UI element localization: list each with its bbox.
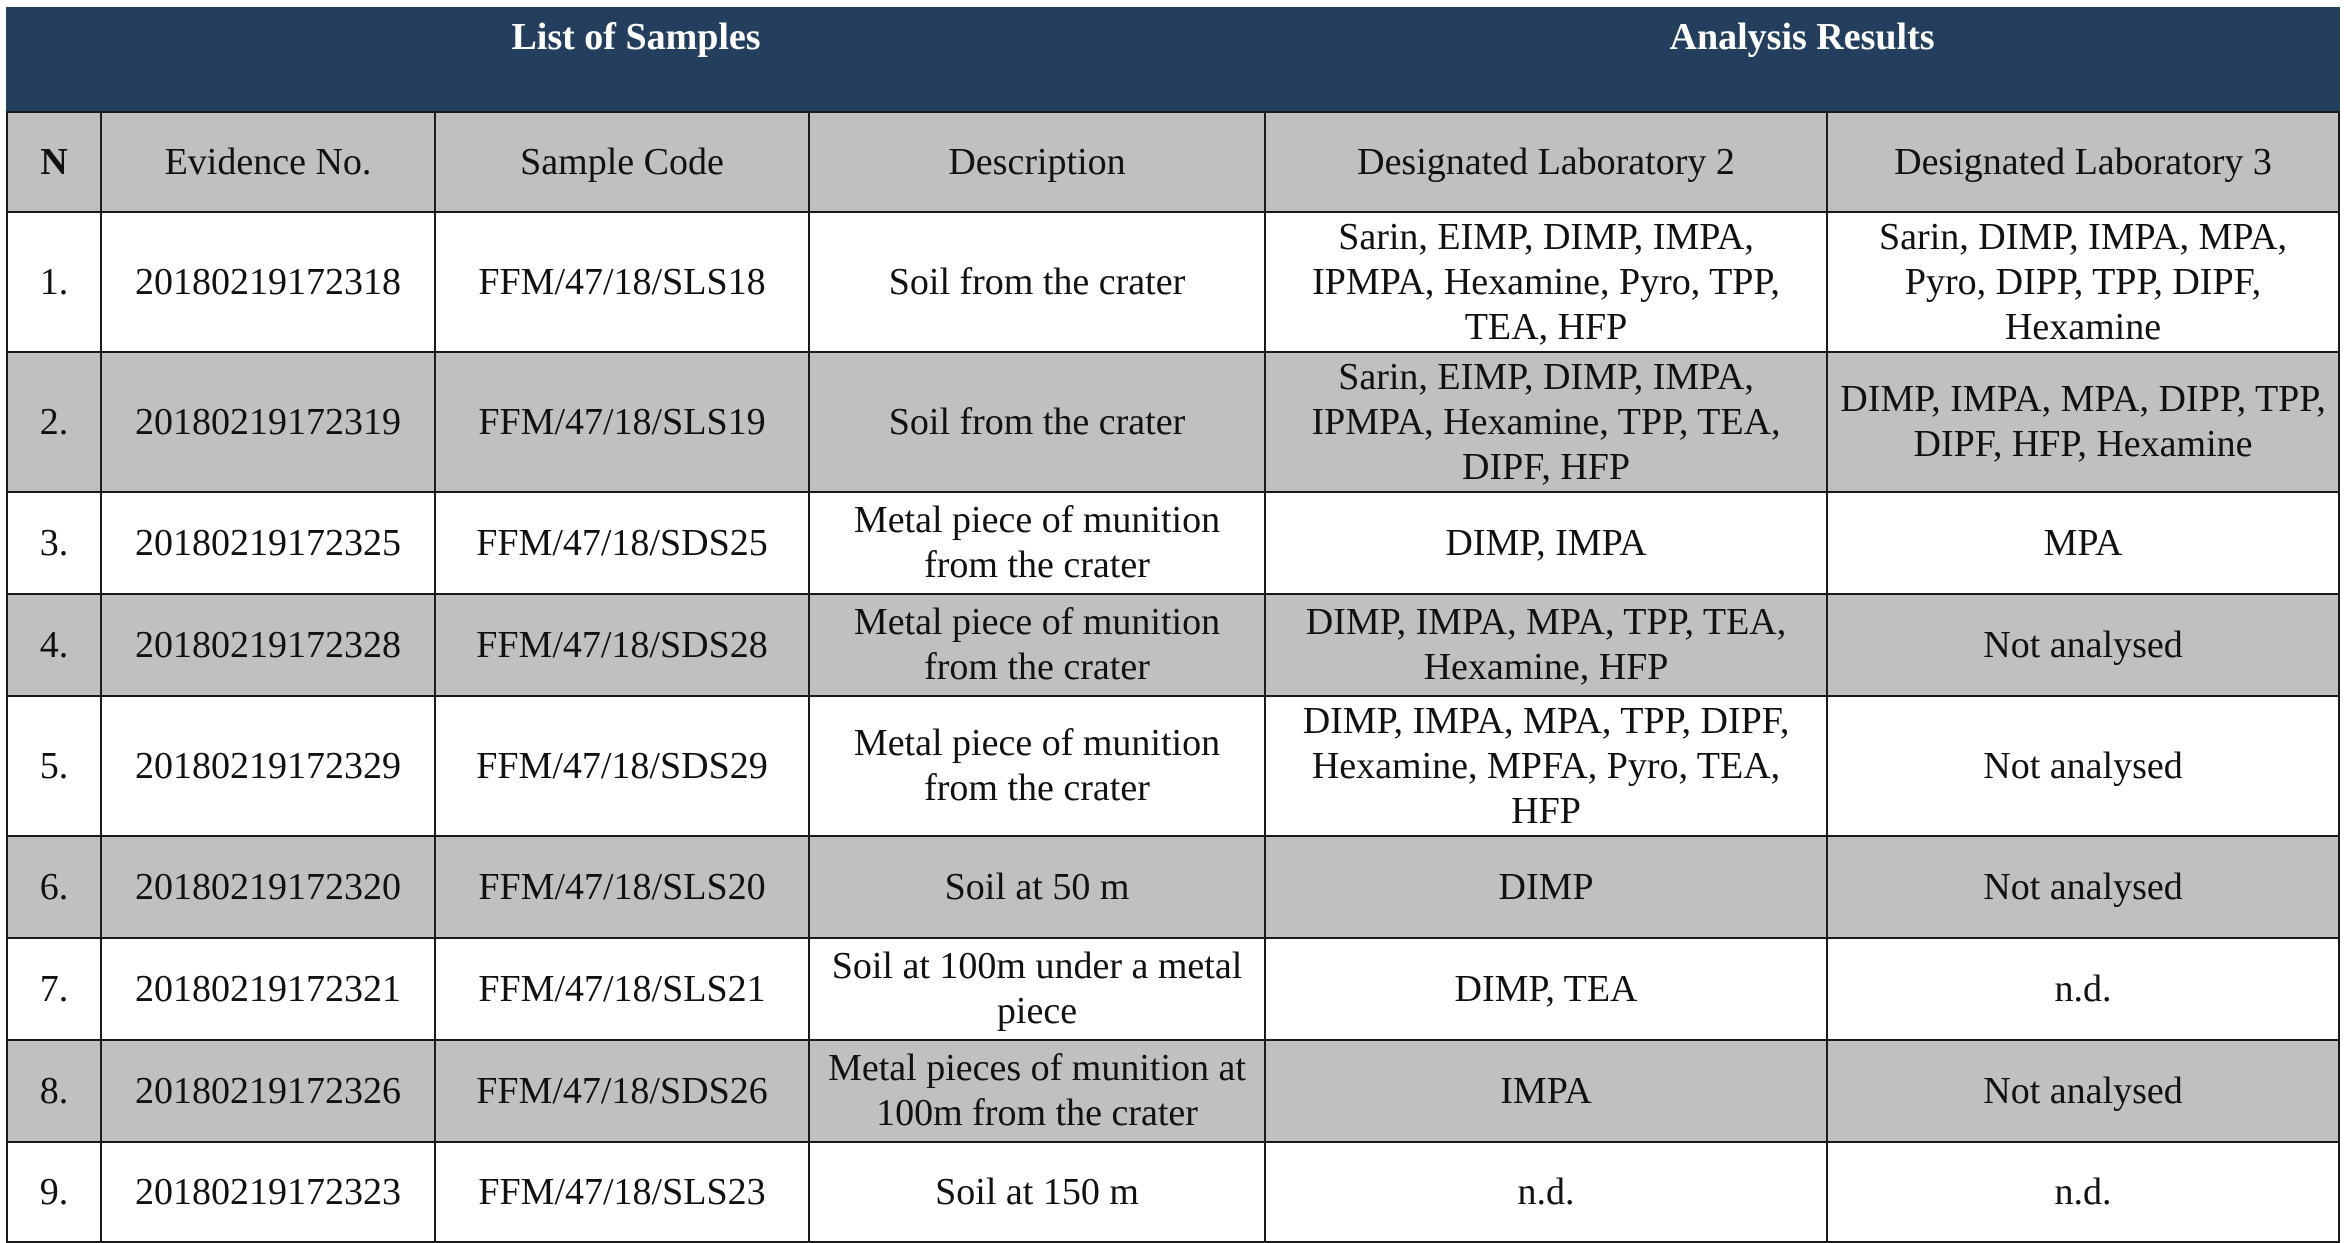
column-header-sample-code: Sample Code — [435, 112, 809, 212]
cell-sample-code: FFM/47/18/SDS28 — [435, 594, 809, 696]
cell-lab3: Not analysed — [1827, 594, 2339, 696]
cell-lab2: Sarin, EIMP, DIMP, IMPA, IPMPA, Hexamine, TPP, TEA, DIPF, HFP — [1265, 352, 1827, 492]
samples-table — [6, 7, 2340, 1243]
cell-n: 7. — [7, 938, 101, 1040]
cell-lab2: DIMP, IMPA, MPA, TPP, DIPF, Hexamine, MPFA, Pyro, TEA, HFP — [1265, 696, 1827, 836]
cell-evidence: 20180219172328 — [101, 594, 435, 696]
table-row — [7, 696, 2339, 836]
cell-sample-code: FFM/47/18/SLS21 — [435, 938, 809, 1040]
table-row — [7, 594, 2339, 696]
cell-evidence: 20180219172329 — [101, 696, 435, 836]
cell-lab3: n.d. — [1827, 938, 2339, 1040]
cell-n: 2. — [7, 352, 101, 492]
cell-lab2: DIMP, TEA — [1265, 938, 1827, 1040]
group-header-samples: List of Samples — [7, 8, 1265, 112]
table-row — [7, 352, 2339, 492]
cell-lab3: n.d. — [1827, 1142, 2339, 1242]
column-header-row — [7, 112, 2339, 212]
cell-lab2: n.d. — [1265, 1142, 1827, 1242]
cell-description: Soil at 100m under a metal piece — [809, 938, 1265, 1040]
cell-lab3: Sarin, DIMP, IMPA, MPA, Pyro, DIPP, TPP, DIPF, Hexamine — [1827, 212, 2339, 352]
cell-lab3: DIMP, IMPA, MPA, DIPP, TPP, DIPF, HFP, Hexamine — [1827, 352, 2339, 492]
cell-description: Metal piece of munition from the crater — [809, 492, 1265, 594]
cell-description: Soil from the crater — [809, 212, 1265, 352]
table-row — [7, 212, 2339, 352]
table-row — [7, 1142, 2339, 1242]
cell-sample-code: FFM/47/18/SLS23 — [435, 1142, 809, 1242]
cell-lab3: Not analysed — [1827, 696, 2339, 836]
cell-lab2: DIMP, IMPA — [1265, 492, 1827, 594]
cell-n: 4. — [7, 594, 101, 696]
cell-evidence: 20180219172320 — [101, 836, 435, 938]
cell-sample-code: FFM/47/18/SLS20 — [435, 836, 809, 938]
cell-description: Metal piece of munition from the crater — [809, 696, 1265, 836]
cell-evidence: 20180219172325 — [101, 492, 435, 594]
cell-sample-code: FFM/47/18/SDS26 — [435, 1040, 809, 1142]
cell-sample-code: FFM/47/18/SLS18 — [435, 212, 809, 352]
cell-lab3: Not analysed — [1827, 1040, 2339, 1142]
table-row — [7, 836, 2339, 938]
column-header-lab3: Designated Laboratory 3 — [1827, 112, 2339, 212]
cell-evidence: 20180219172318 — [101, 212, 435, 352]
cell-sample-code: FFM/47/18/SLS19 — [435, 352, 809, 492]
cell-lab2: DIMP — [1265, 836, 1827, 938]
samples-table-page — [6, 7, 2338, 1241]
cell-lab3: MPA — [1827, 492, 2339, 594]
cell-description: Soil at 50 m — [809, 836, 1265, 938]
cell-n: 6. — [7, 836, 101, 938]
group-header-results: Analysis Results — [1265, 8, 2339, 112]
cell-evidence: 20180219172323 — [101, 1142, 435, 1242]
cell-n: 1. — [7, 212, 101, 352]
cell-description: Soil at 150 m — [809, 1142, 1265, 1242]
column-header-evidence: Evidence No. — [101, 112, 435, 212]
cell-description: Metal piece of munition from the crater — [809, 594, 1265, 696]
cell-description: Metal pieces of munition at 100m from the crater — [809, 1040, 1265, 1142]
cell-evidence: 20180219172321 — [101, 938, 435, 1040]
cell-sample-code: FFM/47/18/SDS29 — [435, 696, 809, 836]
cell-lab2: IMPA — [1265, 1040, 1827, 1142]
cell-n: 9. — [7, 1142, 101, 1242]
column-header-description: Description — [809, 112, 1265, 212]
cell-lab2: Sarin, EIMP, DIMP, IMPA, IPMPA, Hexamine, Pyro, TPP, TEA, HFP — [1265, 212, 1827, 352]
column-header-lab2: Designated Laboratory 2 — [1265, 112, 1827, 212]
group-header-row — [7, 8, 2339, 112]
table-row — [7, 492, 2339, 594]
cell-n: 8. — [7, 1040, 101, 1142]
cell-lab3: Not analysed — [1827, 836, 2339, 938]
cell-evidence: 20180219172326 — [101, 1040, 435, 1142]
cell-lab2: DIMP, IMPA, MPA, TPP, TEA, Hexamine, HFP — [1265, 594, 1827, 696]
cell-n: 3. — [7, 492, 101, 594]
table-row — [7, 1040, 2339, 1142]
table-row — [7, 938, 2339, 1040]
cell-sample-code: FFM/47/18/SDS25 — [435, 492, 809, 594]
cell-description: Soil from the crater — [809, 352, 1265, 492]
cell-n: 5. — [7, 696, 101, 836]
column-header-n: N — [7, 112, 101, 212]
cell-evidence: 20180219172319 — [101, 352, 435, 492]
